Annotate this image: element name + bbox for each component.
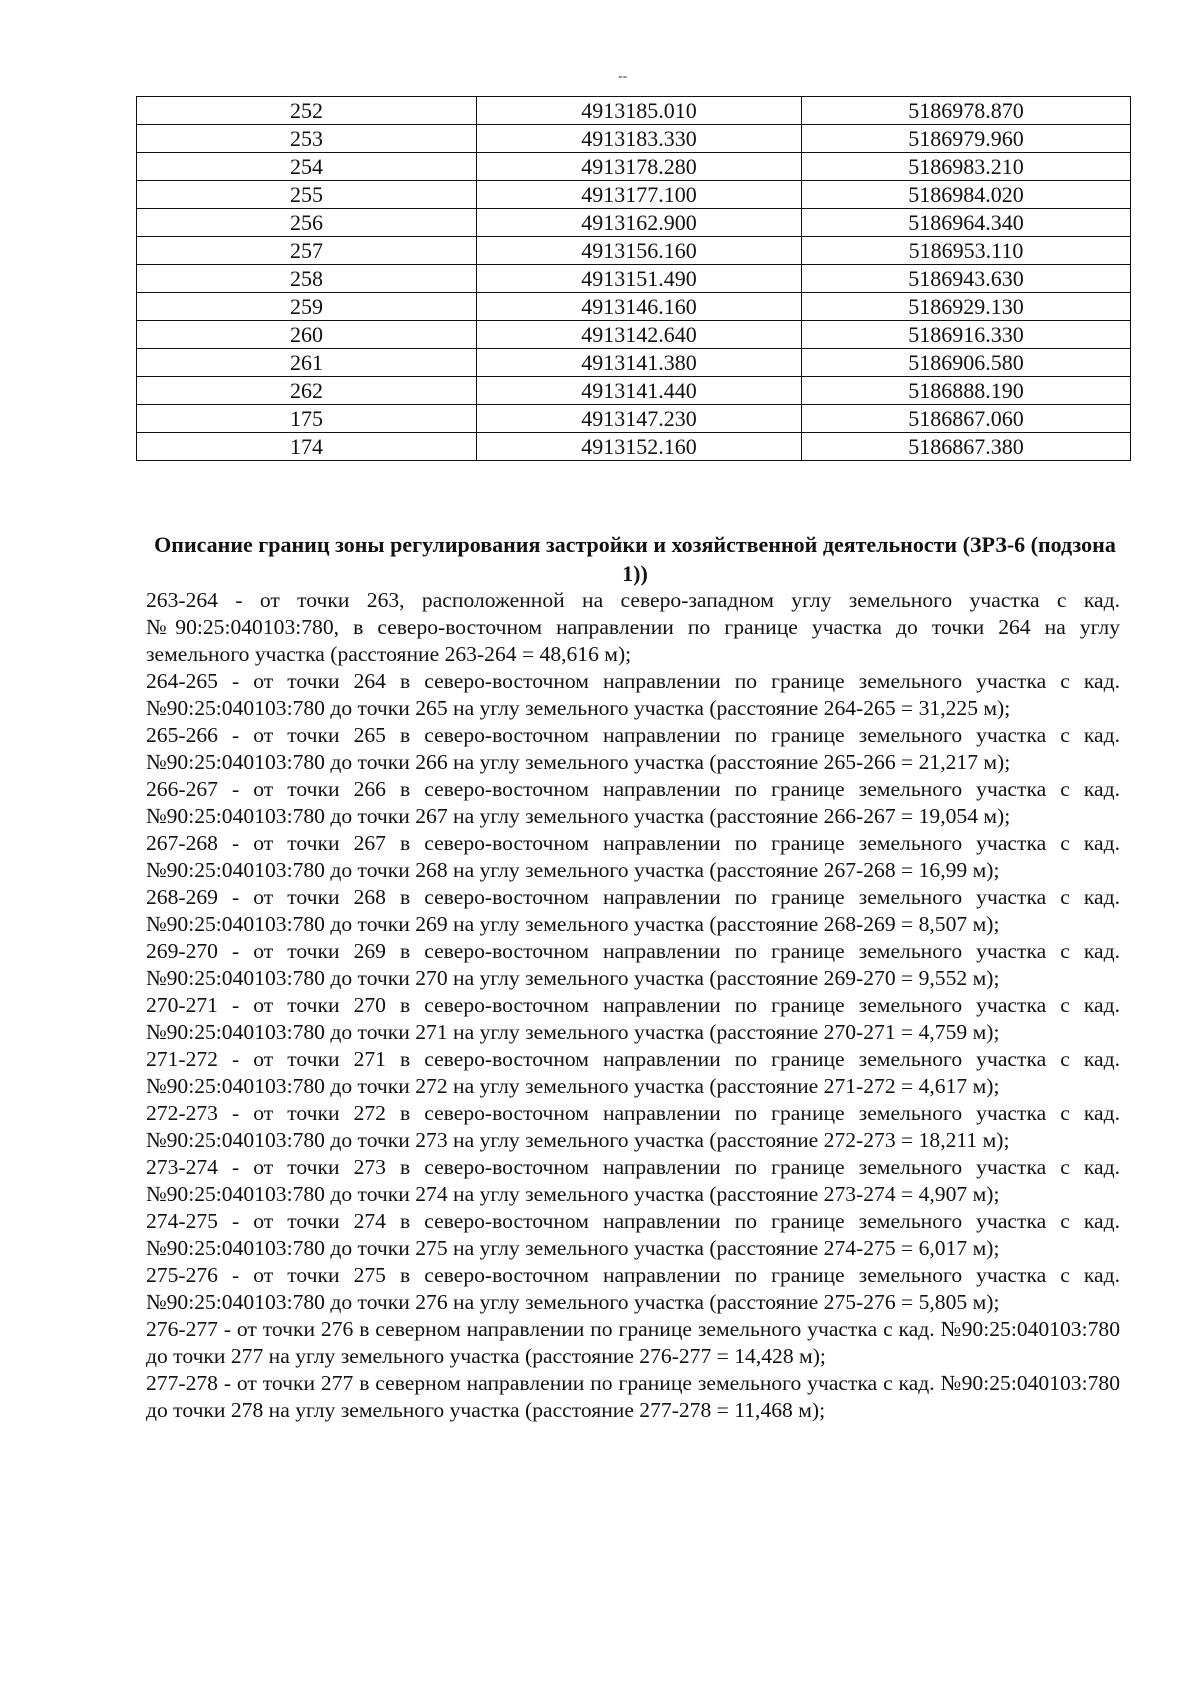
x-coordinate-cell: 4913156.160 bbox=[477, 237, 802, 265]
y-coordinate-cell: 5186867.060 bbox=[802, 405, 1131, 433]
table-row bbox=[137, 349, 1131, 377]
y-coordinate-cell: 5186978.870 bbox=[802, 97, 1131, 125]
point-number-cell: 256 bbox=[137, 209, 477, 237]
point-number-cell: 255 bbox=[137, 181, 477, 209]
point-number-cell: 260 bbox=[137, 321, 477, 349]
table-row bbox=[137, 405, 1131, 433]
segment-269-270: 269-270 - от точки 269 в северо-восточном направлении по границе земельного участка с кад. №90:25:040103:780 до точки 270 на углу земельного участка (расстояние 269-270 = 9,552 м); bbox=[146, 939, 1120, 990]
y-coordinate-cell: 5186983.210 bbox=[802, 153, 1131, 181]
point-number-cell: 257 bbox=[137, 237, 477, 265]
point-number-cell: 262 bbox=[137, 377, 477, 405]
table-row bbox=[137, 125, 1131, 153]
x-coordinate-cell: 4913147.230 bbox=[477, 405, 802, 433]
point-number-cell: 174 bbox=[137, 433, 477, 461]
x-coordinate-cell: 4913151.490 bbox=[477, 265, 802, 293]
table-row bbox=[137, 237, 1131, 265]
point-number-cell: 252 bbox=[137, 97, 477, 125]
x-coordinate-cell: 4913162.900 bbox=[477, 209, 802, 237]
x-coordinate-cell: 4913178.280 bbox=[477, 153, 802, 181]
coordinates-table bbox=[136, 96, 1131, 461]
point-number-cell: 261 bbox=[137, 349, 477, 377]
x-coordinate-cell: 4913141.380 bbox=[477, 349, 802, 377]
y-coordinate-cell: 5186888.190 bbox=[802, 377, 1131, 405]
table-row bbox=[137, 181, 1131, 209]
boundary-description bbox=[146, 587, 1120, 1424]
x-coordinate-cell: 4913141.440 bbox=[477, 377, 802, 405]
x-coordinate-cell: 4913152.160 bbox=[477, 433, 802, 461]
segment-266-267: 266-267 - от точки 266 в северо-восточном направлении по границе земельного участка с кад. №90:25:040103:780 до точки 267 на углу земельного участка (расстояние 266-267 = 19,054 м); bbox=[146, 777, 1120, 828]
segment-263-264: 263-264 - от точки 263, расположенной на северо-западном углу земельного участка с кад. №90:25:040103:780, в северо-восточном направлении по границе участка до точки 264 на углу земельного участка (расстояние 263-264 = 48,616 м); bbox=[146, 588, 1120, 666]
table-row bbox=[137, 209, 1131, 237]
x-coordinate-cell: 4913183.330 bbox=[477, 125, 802, 153]
y-coordinate-cell: 5186916.330 bbox=[802, 321, 1131, 349]
section-title: Описание границ зоны регулирования застройки и хозяйственной деятельности (ЗРЗ-6 (подзона 1)) bbox=[154, 532, 1116, 586]
point-number-cell: 258 bbox=[137, 265, 477, 293]
y-coordinate-cell: 5186867.380 bbox=[802, 433, 1131, 461]
y-coordinate-cell: 5186943.630 bbox=[802, 265, 1131, 293]
table-row bbox=[137, 153, 1131, 181]
segment-268-269: 268-269 - от точки 268 в северо-восточном направлении по границе земельного участка с кад. №90:25:040103:780 до точки 269 на углу земельного участка (расстояние 268-269 = 8,507 м); bbox=[146, 885, 1120, 936]
x-coordinate-cell: 4913185.010 bbox=[477, 97, 802, 125]
table-row bbox=[137, 97, 1131, 125]
segment-276-277: 276-277 - от точки 276 в северном направлении по границе земельного участка с кад. №90:25:040103:780 до точки 277 на углу земельного участка (расстояние 276-277 = 14,428 м); bbox=[146, 1317, 1120, 1368]
point-number-cell: 175 bbox=[137, 405, 477, 433]
point-number-cell: 253 bbox=[137, 125, 477, 153]
segment-273-274: 273-274 - от точки 273 в северо-восточном направлении по границе земельного участка с кад. №90:25:040103:780 до точки 274 на углу земельного участка (расстояние 273-274 = 4,907 м); bbox=[146, 1155, 1120, 1206]
x-coordinate-cell: 4913146.160 bbox=[477, 293, 802, 321]
segment-267-268: 267-268 - от точки 267 в северо-восточном направлении по границе земельного участка с кад. №90:25:040103:780 до точки 268 на углу земельного участка (расстояние 267-268 = 16,99 м); bbox=[146, 831, 1120, 882]
segment-271-272: 271-272 - от точки 271 в северо-восточном направлении по границе земельного участка с кад. №90:25:040103:780 до точки 272 на углу земельного участка (расстояние 271-272 = 4,617 м); bbox=[146, 1047, 1120, 1098]
x-coordinate-cell: 4913142.640 bbox=[477, 321, 802, 349]
y-coordinate-cell: 5186979.960 bbox=[802, 125, 1131, 153]
segment-275-276: 275-276 - от точки 275 в северо-восточном направлении по границе земельного участка с кад. №90:25:040103:780 до точки 276 на углу земельного участка (расстояние 275-276 = 5,805 м); bbox=[146, 1263, 1120, 1314]
table-row bbox=[137, 377, 1131, 405]
table-row bbox=[137, 265, 1131, 293]
segment-277-278: 277-278 - от точки 277 в северном направлении по границе земельного участка с кад. №90:25:040103:780 до точки 278 на углу земельного участка (расстояние 277-278 = 11,468 м); bbox=[146, 1371, 1120, 1422]
y-coordinate-cell: 5186929.130 bbox=[802, 293, 1131, 321]
y-coordinate-cell: 5186906.580 bbox=[802, 349, 1131, 377]
segment-264-265: 264-265 - от точки 264 в северо-восточном направлении по границе земельного участка с кад. №90:25:040103:780 до точки 265 на углу земельного участка (расстояние 264-265 = 31,225 м); bbox=[146, 669, 1120, 720]
y-coordinate-cell: 5186964.340 bbox=[802, 209, 1131, 237]
table-row bbox=[137, 321, 1131, 349]
table-row bbox=[137, 293, 1131, 321]
segment-270-271: 270-271 - от точки 270 в северо-восточном направлении по границе земельного участка с кад. №90:25:040103:780 до точки 271 на углу земельного участка (расстояние 270-271 = 4,759 м); bbox=[146, 993, 1120, 1044]
segment-274-275: 274-275 - от точки 274 в северо-восточном направлении по границе земельного участка с кад. №90:25:040103:780 до точки 275 на углу земельного участка (расстояние 274-275 = 6,017 м); bbox=[146, 1209, 1120, 1260]
y-coordinate-cell: 5186984.020 bbox=[802, 181, 1131, 209]
segment-265-266: 265-266 - от точки 265 в северо-восточном направлении по границе земельного участка с кад. №90:25:040103:780 до точки 266 на углу земельного участка (расстояние 265-266 = 21,217 м); bbox=[146, 723, 1120, 774]
page-mark: -- bbox=[618, 69, 628, 84]
segment-272-273: 272-273 - от точки 272 в северо-восточном направлении по границе земельного участка с кад. №90:25:040103:780 до точки 273 на углу земельного участка (расстояние 272-273 = 18,211 м); bbox=[146, 1101, 1120, 1152]
table-row bbox=[137, 433, 1131, 461]
point-number-cell: 254 bbox=[137, 153, 477, 181]
y-coordinate-cell: 5186953.110 bbox=[802, 237, 1131, 265]
x-coordinate-cell: 4913177.100 bbox=[477, 181, 802, 209]
point-number-cell: 259 bbox=[137, 293, 477, 321]
